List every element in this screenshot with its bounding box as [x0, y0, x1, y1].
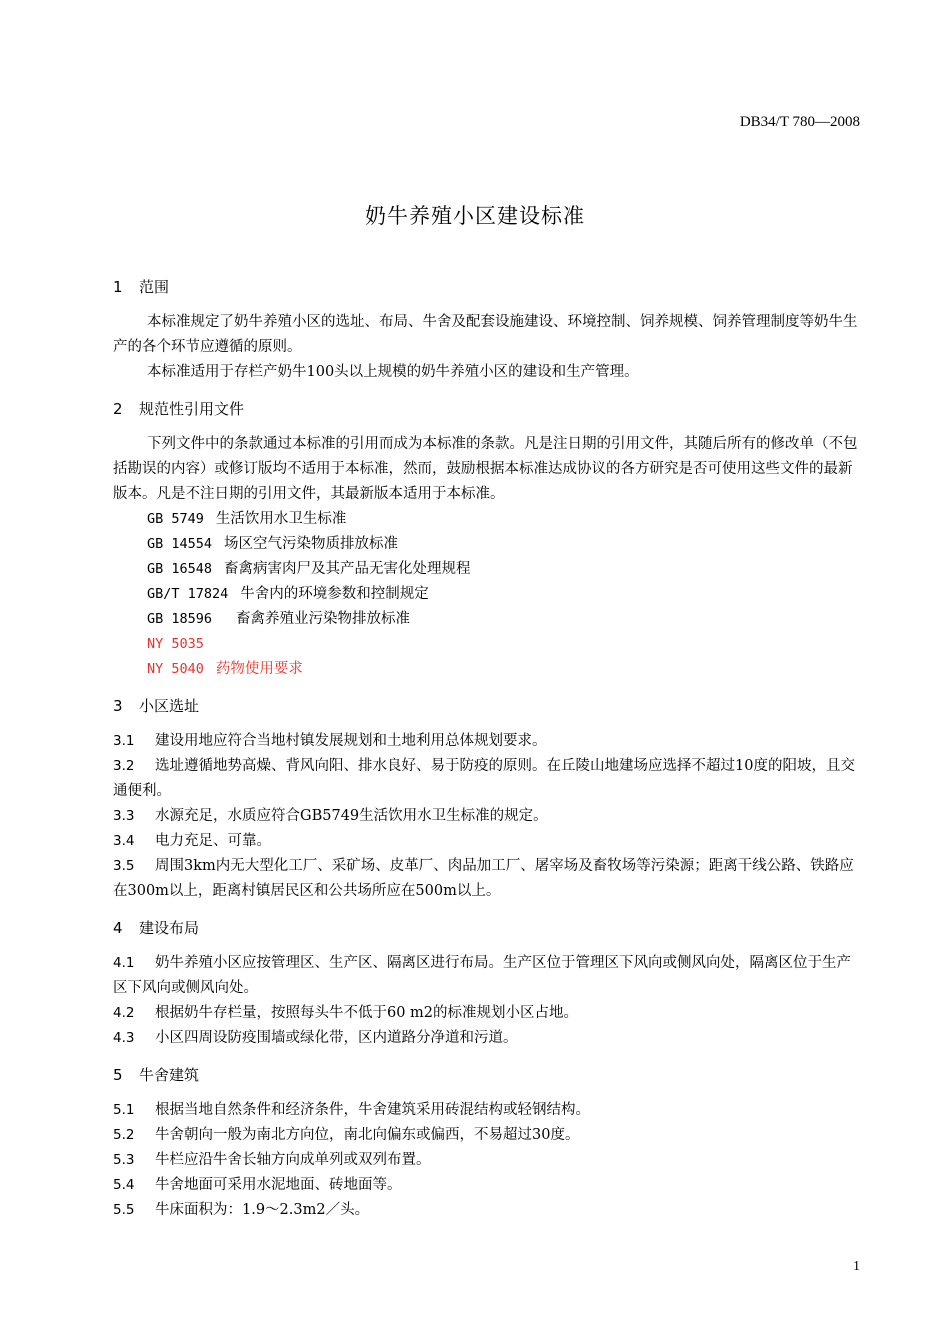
- paragraph: 下列文件中的条款通过本标准的引用而成为本标准的条款。凡是注日期的引用文件，其随后所有的修改单（不包括勘误的内容）或修订版均不适用于本标准，然而，鼓励根据本标准达成协议的各方研究是否可使用这些文件的最新版本。凡是不注日期的引用文件，其最新版本适用于本标准。: [113, 436, 858, 502]
- clause-number: 4.1: [113, 955, 135, 971]
- clause-number: 5.5: [113, 1202, 135, 1218]
- reference-name: 场区空气污染物质排放标准: [224, 536, 399, 552]
- clause-text: 牛床面积为：1.9～2.3m2／头。: [155, 1202, 370, 1218]
- clause-text: 牛舍朝向一般为南北方向位，南北向偏东或偏西，不易超过30度。: [155, 1127, 580, 1143]
- clause-number: 5.1: [113, 1102, 135, 1118]
- section-title: 规范性引用文件: [139, 400, 245, 418]
- clause-text: 根据奶牛存栏量，按照每头牛不低于60 m2的标准规划小区占地。: [155, 1005, 579, 1021]
- reference-item: [113, 582, 859, 607]
- section-heading-2: [113, 397, 859, 422]
- clause-number: 4.2: [113, 1005, 135, 1021]
- paragraph: 本标准规定了奶牛养殖小区的选址、布局、牛舍及配套设施建设、环境控制、饲养规模、饲养管理制度等奶牛生产的各个环节应遵循的原则。: [113, 314, 858, 355]
- reference-item-highlighted: [113, 657, 859, 682]
- clause: [113, 1123, 859, 1148]
- reference-name: 畜禽病害肉尸及其产品无害化处理规程: [224, 561, 471, 577]
- document-body: [113, 275, 859, 1223]
- section-number: 2: [113, 400, 123, 418]
- reference-item: [113, 557, 859, 582]
- clause-number: 5.4: [113, 1177, 135, 1193]
- clause: [113, 1098, 859, 1123]
- clause-text: 周围3km内无大型化工厂、采矿场、皮革厂、肉品加工厂、屠宰场及畜牧场等污染源；距离干线公路、铁路应在300m以上，距离村镇居民区和公共场所应在500m以上。: [113, 858, 854, 899]
- section-heading-4: [113, 916, 859, 941]
- section-title: 小区选址: [139, 697, 200, 715]
- reference-code: NY 5035: [147, 636, 204, 652]
- section-heading-5: [113, 1063, 859, 1088]
- clause-number: 5.3: [113, 1152, 135, 1168]
- clause-number: 3.1: [113, 733, 135, 749]
- page-number: 1: [853, 1259, 860, 1274]
- clause-text: 根据当地自然条件和经济条件，牛舍建筑采用砖混结构或轻钢结构。: [155, 1102, 590, 1118]
- clause-text: 牛栏应沿牛舍长轴方向成单列或双列布置。: [155, 1152, 431, 1168]
- section-title: 牛舍建筑: [139, 1066, 200, 1084]
- clause-number: 5.2: [113, 1127, 135, 1143]
- reference-code: GB 16548: [147, 561, 213, 577]
- clause-number: 4.3: [113, 1030, 135, 1046]
- clause-number: 3.2: [113, 758, 135, 774]
- reference-code: GB 5749: [147, 511, 204, 527]
- reference-item: [113, 532, 859, 557]
- section-number: 5: [113, 1066, 123, 1084]
- clause-number: 3.4: [113, 833, 135, 849]
- clause: [113, 951, 859, 1001]
- section-heading-1: [113, 275, 859, 300]
- clause: [113, 1198, 859, 1223]
- page-title: 奶牛养殖小区建设标准: [365, 204, 585, 228]
- clause: [113, 729, 859, 754]
- section-title: 建设布局: [139, 919, 200, 937]
- reference-name: 药物使用要求: [215, 661, 303, 677]
- clause: [113, 1001, 859, 1026]
- clause-text: 牛舍地面可采用水泥地面、砖地面等。: [155, 1177, 402, 1193]
- section-number: 1: [113, 278, 123, 296]
- clause-number: 3.5: [113, 858, 135, 874]
- section-heading-3: [113, 694, 859, 719]
- clause: [113, 1173, 859, 1198]
- reference-name: 牛舍内的环境参数和控制规定: [240, 586, 429, 602]
- clause: [113, 804, 859, 829]
- section-title: 范围: [139, 278, 170, 296]
- reference-code: GB/T 17824: [147, 586, 229, 602]
- reference-code: GB 14554: [147, 536, 213, 552]
- section-number: 4: [113, 919, 123, 937]
- reference-code: GB 18596: [147, 611, 213, 627]
- clause-text: 选址遵循地势高燥、背风向阳、排水良好、易于防疫的原则。在丘陵山地建场应选择不超过10度的阳坡，且交通便利。: [113, 758, 855, 799]
- reference-item: [113, 607, 859, 632]
- section-number: 3: [113, 697, 123, 715]
- clause-text: 电力充足、可靠。: [155, 833, 271, 849]
- clause-text: 建设用地应符合当地村镇发展规划和土地利用总体规划要求。: [155, 733, 547, 749]
- reference-code: NY 5040: [147, 661, 204, 677]
- clause: [113, 1026, 859, 1051]
- clause-number: 3.3: [113, 808, 135, 824]
- reference-item: [113, 507, 859, 532]
- clause: [113, 1148, 859, 1173]
- reference-item-highlighted: [113, 632, 859, 657]
- reference-name: 生活饮用水卫生标准: [215, 511, 347, 527]
- paragraph: 本标准适用于存栏产奶牛100头以上规模的奶牛养殖小区的建设和生产管理。: [147, 364, 639, 380]
- clause-text: 水源充足，水质应符合GB5749生活饮用水卫生标准的规定。: [155, 808, 548, 824]
- clause-text: 奶牛养殖小区应按管理区、生产区、隔离区进行布局。生产区位于管理区下风向或侧风向处，隔离区位于生产区下风向或侧风向处。: [113, 955, 851, 996]
- clause: [113, 829, 859, 854]
- document-code: DB34/T 780—2008: [739, 114, 860, 130]
- reference-name: 畜禽养殖业污染物排放标准: [236, 611, 411, 627]
- clause: [113, 854, 859, 904]
- clause-text: 小区四周设防疫围墙或绿化带，区内道路分净道和污道。: [155, 1030, 518, 1046]
- clause: [113, 754, 859, 804]
